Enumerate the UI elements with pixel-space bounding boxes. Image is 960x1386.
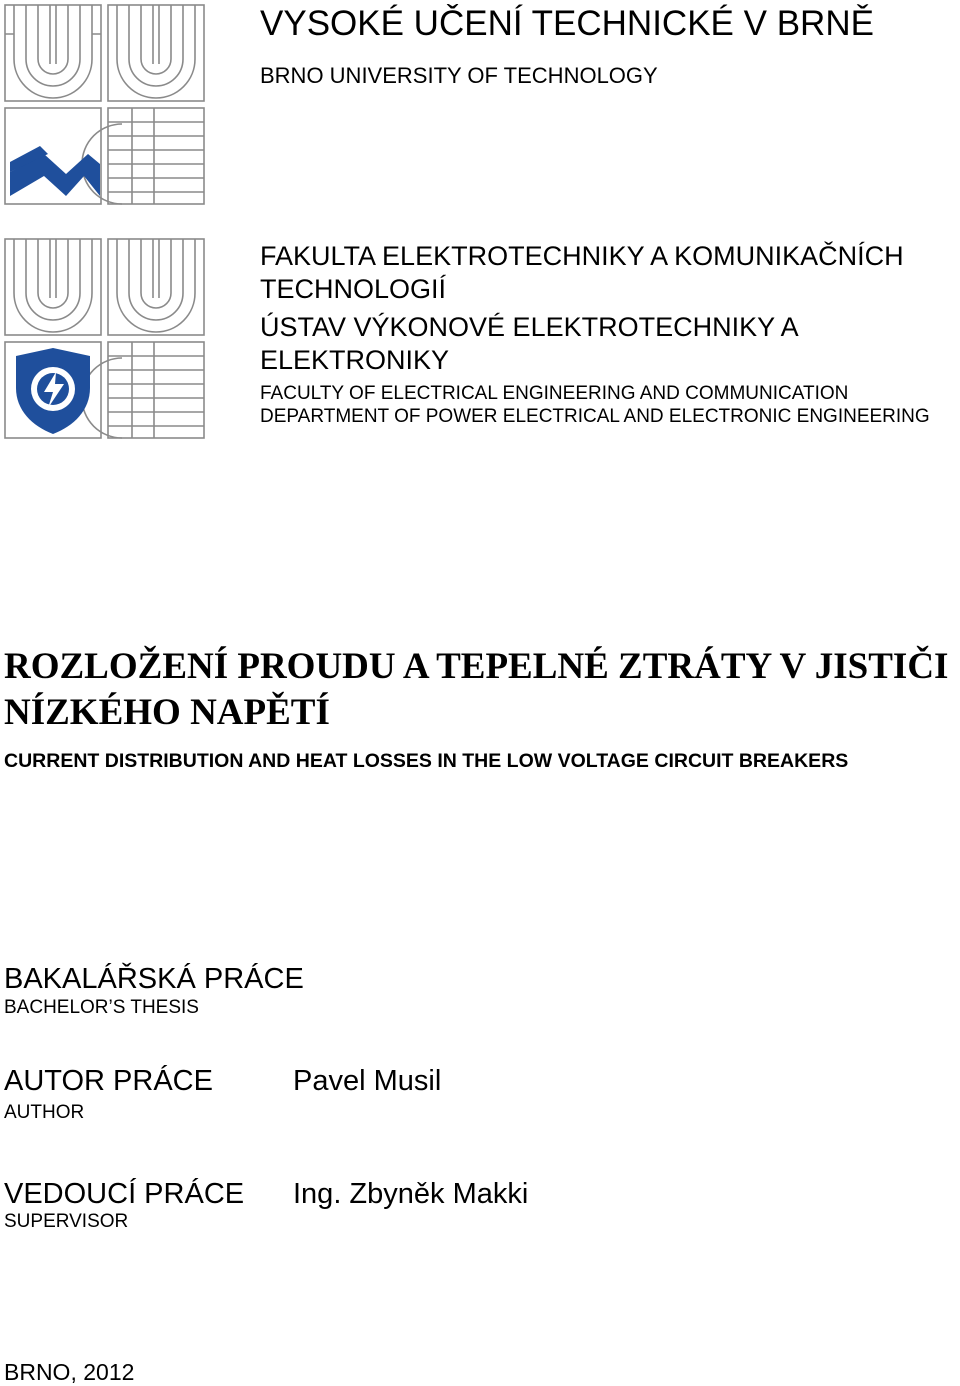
author-name: Pavel Musil (293, 1065, 442, 1097)
thesis-type-en: BACHELOR’S THESIS (4, 997, 199, 1018)
supervisor-label-cz: VEDOUCÍ PRÁCE (4, 1178, 245, 1210)
thesis-type-cz: BAKALÁŘSKÁ PRÁCE (4, 963, 304, 995)
author-label-en: AUTHOR (4, 1102, 85, 1123)
department-name-en: DEPARTMENT OF POWER ELECTRICAL AND ELECTRONIC ENGINEERING (260, 406, 930, 427)
university-logo (4, 4, 206, 206)
supervisor-name: Ing. Zbyněk Makki (293, 1178, 529, 1210)
faculty-name-cz: FAKULTA ELEKTROTECHNIKY A KOMUNIKAČNÍCH TECHNOLOGIÍ (260, 241, 904, 304)
faculty-name-en: FACULTY OF ELECTRICAL ENGINEERING AND COMMUNICATION (260, 383, 849, 404)
thesis-title-cz: ROZLOŽENÍ PROUDU A TEPELNÉ ZTRÁTY V JISTIČI NÍZKÉHO NAPĚTÍ (4, 646, 949, 733)
supervisor-label-en: SUPERVISOR (4, 1211, 129, 1232)
department-name-cz: ÚSTAV VÝKONOVÉ ELEKTROTECHNIKY A ELEKTRONIKY (260, 312, 798, 375)
city-year: BRNO, 2012 (4, 1359, 135, 1385)
thesis-title-en: CURRENT DISTRIBUTION AND HEAT LOSSES IN THE LOW VOLTAGE CIRCUIT BREAKERS (4, 750, 849, 772)
author-label-cz: AUTOR PRÁCE (4, 1065, 213, 1097)
faculty-logo (4, 238, 206, 440)
university-name-cz: VYSOKÉ UČENÍ TECHNICKÉ V BRNĚ (260, 4, 874, 43)
university-name-en: BRNO UNIVERSITY OF TECHNOLOGY (260, 63, 658, 88)
